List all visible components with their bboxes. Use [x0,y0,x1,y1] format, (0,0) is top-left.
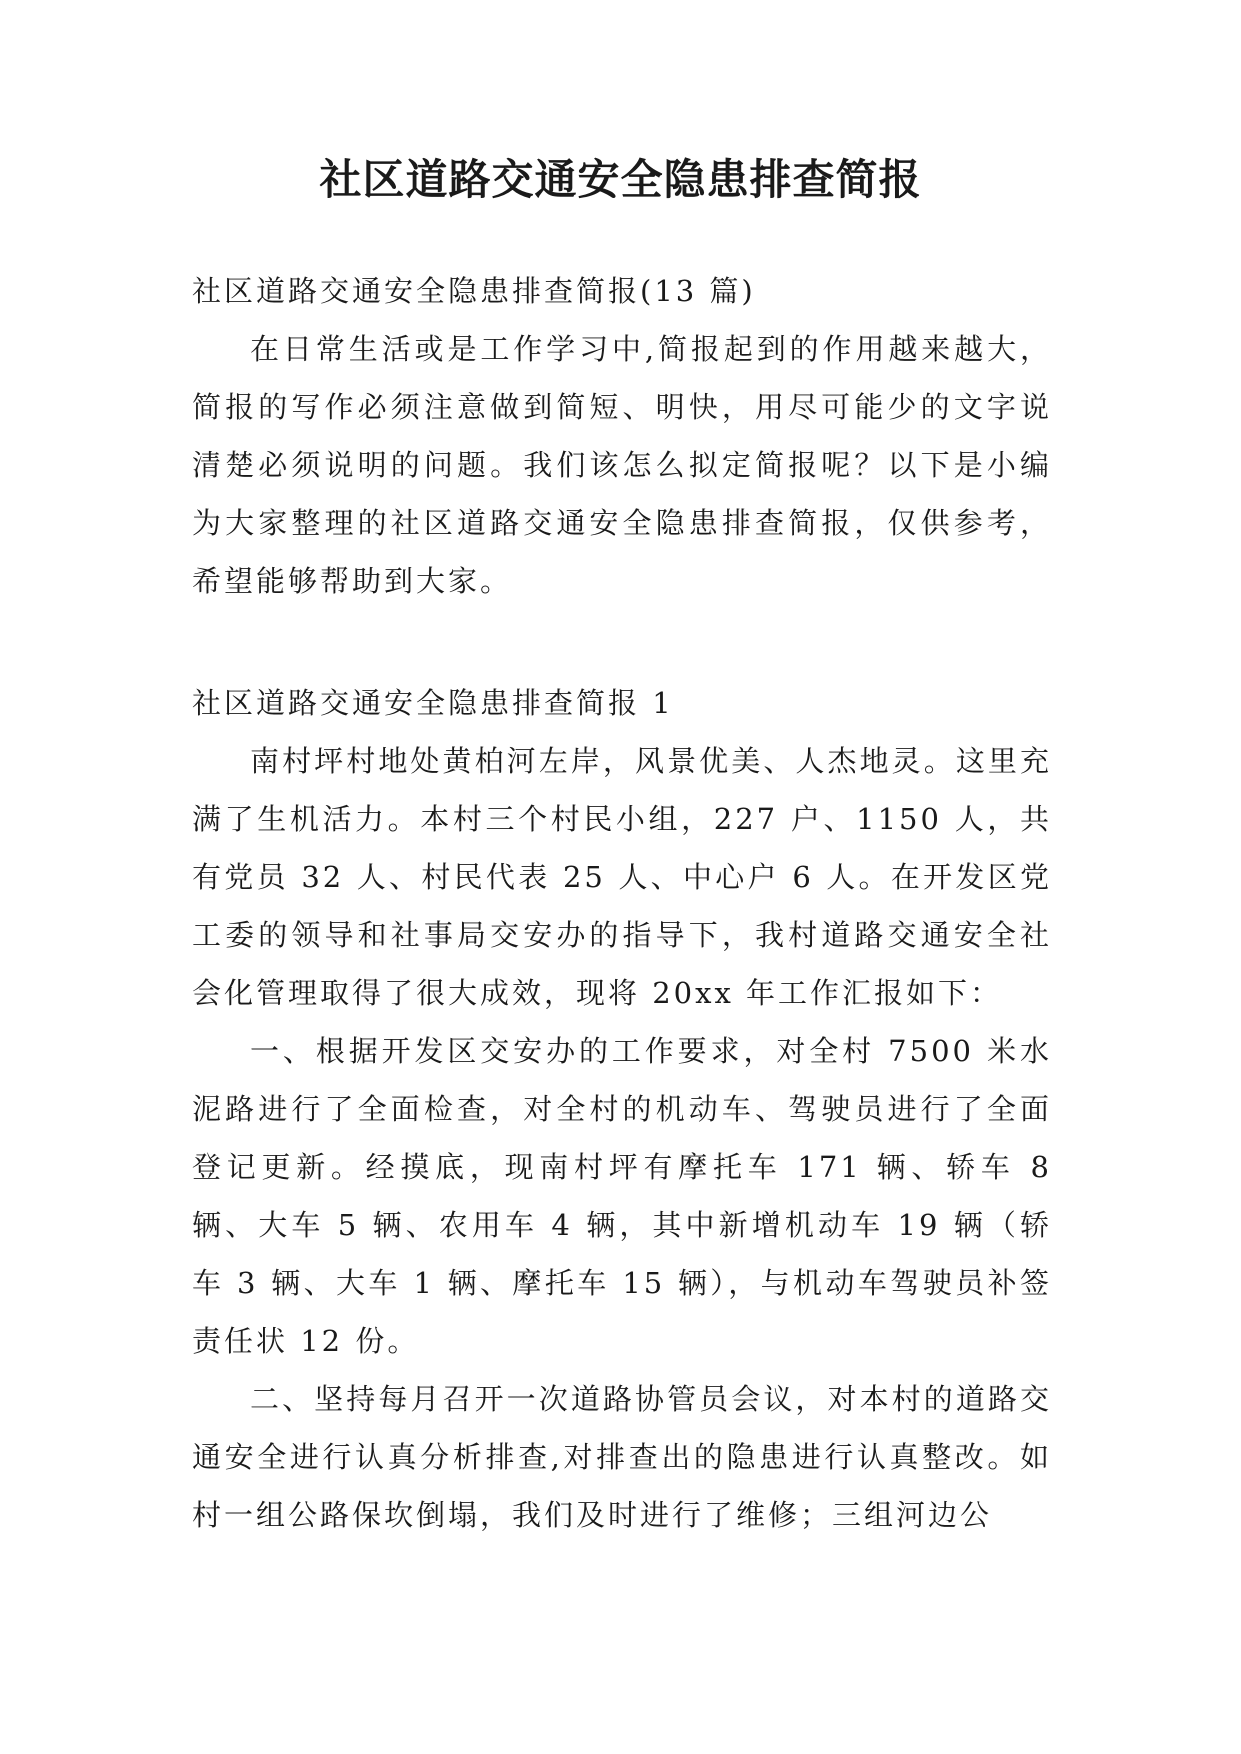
document-title: 社区道路交通安全隐患排查简报 [319,155,922,204]
collection-heading: 社区道路交通安全隐患排查简报(13 篇) [192,274,756,308]
body-paragraph-3: 二、坚持每月召开一次道路协管员会议，对本村的道路交通安全进行认真分析排查,对排查出的隐患进行认真整改。如村一组公路保坎倒塌，我们及时进行了维修；三组河边公 [192,1382,1052,1532]
body-paragraph-1: 南村坪村地处黄柏河左岸，风景优美、人杰地灵。这里充满了生机活力。本村三个村民小组，227 户、1150 人，共有党员 32 人、村民代表 25 人、中心户 6 人。在开发区党工委的领导和社事局交安办的指导下，我村道路交通安全社会化管理取得了很大成效，现将 20xx 年工作汇报如下： [192,744,1052,1010]
body-paragraph-2: 一、根据开发区交安办的工作要求，对全村 7500 米水泥路进行了全面检查，对全村的机动车、驾驶员进行了全面登记更新。经摸底，现南村坪有摩托车 171 辆、轿车 8 辆、大车 5 辆、农用车 4 辆，其中新增机动车 19 辆（轿车 3 辆、大车 1 辆、摩托车 15 辆），与机动车驾驶员补签责任状 12 份。 [192,1034,1052,1358]
intro-paragraph: 在日常生活或是工作学习中,简报起到的作用越来越大，简报的写作必须注意做到简短、明快，用尽可能少的文字说清楚必须说明的问题。我们该怎么拟定简报呢？以下是小编为大家整理的社区道路交通安全隐患排查简报，仅供参考，希望能够帮助到大家。 [192,332,1052,598]
section-spacer [192,610,1052,674]
document-body [192,262,1052,1544]
section-heading: 社区道路交通安全隐患排查简报 1 [192,686,674,720]
